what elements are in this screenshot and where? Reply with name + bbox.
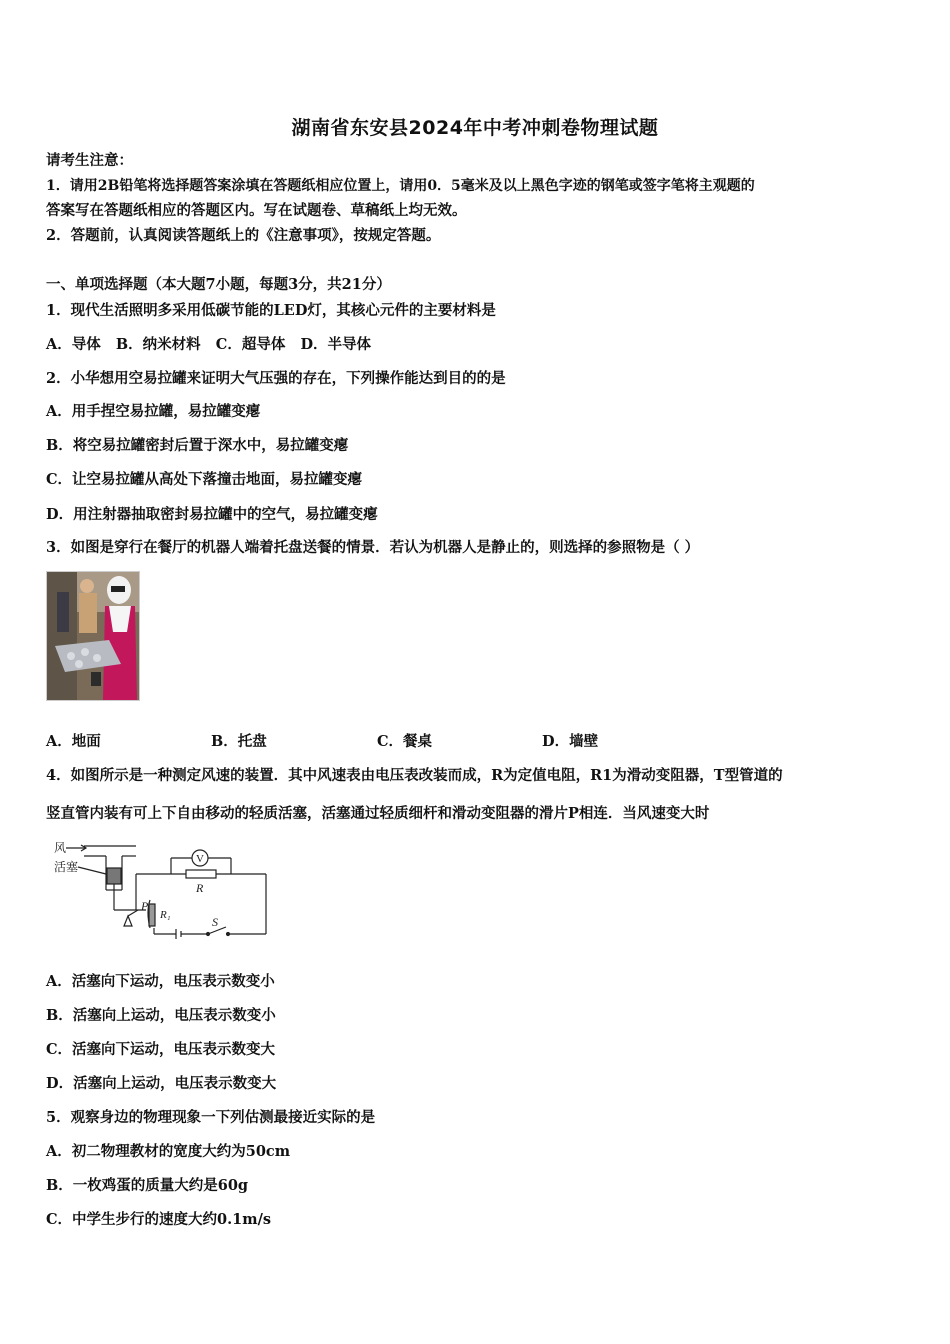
robot-waiter-photo bbox=[46, 571, 140, 701]
question-4-option-d: D．活塞向上运动，电压表示数变大 bbox=[46, 1075, 277, 1092]
question-5-stem: 5．观察身边的物理现象一下列估测最接近实际的是 bbox=[46, 1109, 376, 1126]
question-4-stem: 4．如图所示是一种测定风速的装置．其中风速表由电压表改装而成，R为定值电阻，R1为滑动变阻器，T型管道的 bbox=[46, 767, 783, 784]
question-4-option-b: B．活塞向上运动，电压表示数变小 bbox=[46, 1007, 276, 1024]
question-3-option-d: D．墙壁 bbox=[542, 733, 599, 750]
question-1-stem: 1．现代生活照明多采用低碳节能的LED灯，其核心元件的主要材料是 bbox=[46, 302, 496, 319]
question-4-stem-cont: 竖直管内装有可上下自由移动的轻质活塞，活塞通过轻质细杆和滑动变阻器的滑片P相连．当风速变大时 bbox=[46, 805, 710, 822]
question-4-option-c: C．活塞向下运动，电压表示数变大 bbox=[46, 1041, 276, 1058]
label-s: S bbox=[212, 915, 218, 929]
section-heading: 一、单项选择题（本大题7小题，每题3分，共21分） bbox=[46, 276, 391, 293]
question-5-option-c: C．中学生步行的速度大约0.1m/s bbox=[46, 1211, 272, 1228]
question-3-option-a: A．地面 bbox=[46, 733, 101, 750]
notice-header: 请考生注意： bbox=[46, 152, 133, 169]
label-p: P bbox=[141, 899, 149, 913]
question-3-option-c: C．餐桌 bbox=[377, 733, 433, 750]
question-5-option-a: A．初二物理教材的宽度大约为50cm bbox=[46, 1143, 291, 1160]
label-piston: 活塞 bbox=[54, 860, 79, 874]
notice-item-1: 1．请用2B铅笔将选择题答案涂填在答题纸相应位置上，请用0．5毫米及以上黑色字迹的钢笔或签字笔将主观题的 bbox=[46, 178, 755, 194]
label-wind: 风 bbox=[54, 841, 67, 855]
wind-speed-circuit-diagram bbox=[46, 834, 274, 944]
question-3-stem: 3．如图是穿行在餐厅的机器人端着托盘送餐的情景．若认为机器人是静止的，则选择的参照物是（ ） bbox=[46, 539, 700, 556]
question-2-option-a: A．用手捏空易拉罐，易拉罐变瘪 bbox=[46, 403, 261, 420]
label-r1: R₁ bbox=[160, 909, 171, 921]
question-2-option-b: B．将空易拉罐密封后置于深水中，易拉罐变瘪 bbox=[46, 437, 349, 454]
label-r: R bbox=[196, 881, 204, 895]
question-5-option-b: B．一枚鸡蛋的质量大约是60g bbox=[46, 1177, 249, 1194]
question-1-options: A．导体 B．纳米材料 C．超导体 D．半导体 bbox=[46, 336, 372, 353]
notice-item-2: 2．答题前，认真阅读答题纸上的《注意事项》，按规定答题。 bbox=[46, 227, 441, 244]
label-v: V bbox=[196, 853, 204, 865]
question-4-option-a: A．活塞向下运动，电压表示数变小 bbox=[46, 973, 275, 990]
question-3-option-b: B．托盘 bbox=[211, 733, 267, 750]
notice-item-1-cont: 答案写在答题纸相应的答题区内。写在试题卷、草稿纸上均无效。 bbox=[46, 202, 467, 219]
question-2-option-d: D．用注射器抽取密封易拉罐中的空气，易拉罐变瘪 bbox=[46, 506, 378, 523]
page-title: 湖南省东安县2024年中考冲刺卷物理试题 bbox=[291, 117, 659, 139]
question-2-option-c: C．让空易拉罐从高处下落撞击地面，易拉罐变瘪 bbox=[46, 471, 363, 488]
question-2-stem: 2．小华想用空易拉罐来证明大气压强的存在，下列操作能达到目的的是 bbox=[46, 370, 506, 387]
